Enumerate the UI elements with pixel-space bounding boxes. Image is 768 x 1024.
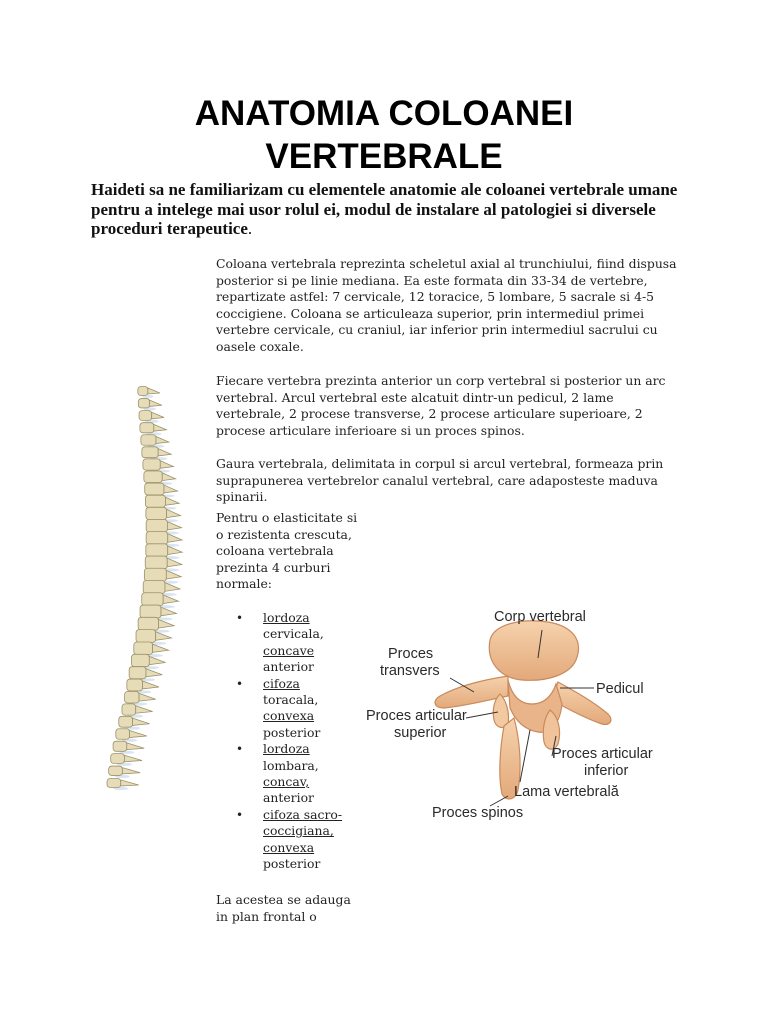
paragraph-frontal: La acestea se adauga in plan frontal o [216,892,351,924]
spinous-process [166,570,181,579]
spinous-process [162,473,175,481]
vertebra-body [142,593,163,606]
curve-name-link[interactable]: cifoza sacro-coccigiana, [263,806,343,839]
vertebra-body [116,729,130,740]
vertebra-body [145,483,164,495]
vertebra-diagram [362,600,672,830]
spinous-process [133,718,150,725]
label-proces-articular-superior-1: Proces articular [366,708,467,724]
spinous-process [158,619,174,628]
curve-name-link[interactable]: lordoza [263,610,310,625]
spinous-process [160,461,173,468]
vertebra-body [145,495,165,507]
intro-tail: . [247,219,253,238]
vertebra-body [146,519,167,532]
spinous-process [163,595,178,604]
label-pedicul: Pedicul [596,681,644,697]
curve-name-link[interactable]: lordoza [263,741,310,757]
spinous-process [167,522,181,530]
vertebra-body [142,447,158,458]
title-line-2: VERTEBRALE [265,137,503,176]
vertebra-body [131,654,149,666]
vertebra-body [140,605,161,618]
vertebra-body [134,642,153,655]
spinous-process [136,706,153,713]
paragraph-vertebra: Fiecare vertebra prezinta anterior un corp vertebral si posterior un arc vertebral. Arcul vertebral este alcatuit dintr-un pedicul, 2 lame vertebrale, 2 procese transverse, 2 procese articulare superioare, 2 procese articulare inferioare si un proces spinos. [216,373,666,438]
spinous-process [165,583,180,592]
spinous-process [139,693,156,701]
spinous-process [148,388,160,394]
curve-direction-link[interactable]: convexa [263,708,315,724]
curve-region: lombara, [263,757,319,773]
spinous-process [149,656,165,664]
spinous-process [121,780,139,786]
vertebra-body [109,766,123,775]
paragraph-curves-intro: Pentru o elasticitate si o rezistenta crescuta, coloana vertebrala prezinta 4 curburi normale: [216,510,358,592]
leader-line [520,730,530,782]
vertebra-body [138,617,158,630]
vertebral-body-shape [489,621,578,681]
bullet-icon: • [236,807,244,822]
vertebra-body [139,411,152,421]
curve-side: anterior [263,659,314,675]
vertebra-body [136,630,156,643]
vertebra-body [146,532,168,545]
curve-direction-link[interactable]: concav, [263,774,310,790]
spinous-process [165,497,179,505]
label-lama-vertebrala: Lama vertebrală [514,784,619,800]
vertebra-body [143,459,160,470]
page-title [60,92,708,178]
vertebra-body [119,716,133,727]
spinous-process [152,412,164,419]
vertebra-body [138,387,148,396]
spinous-process [122,768,140,774]
curve-direction-link[interactable]: concave [263,642,315,658]
spinous-process [164,485,178,493]
vertebra-body [111,754,125,764]
vertebra-body [144,471,162,483]
vertebra-body [144,568,166,581]
curve-region: toracala, [263,692,319,708]
curve-side: posterior [263,856,321,872]
bullet-icon: • [236,611,244,625]
curve-region: cervicala, [263,626,324,642]
label-proces-articular-superior-2: superior [394,725,447,741]
vertebra-body [146,544,168,557]
spinous-process [153,644,169,652]
spinous-process [158,449,171,456]
superior-articular-shape [493,694,508,727]
curves-list [236,610,356,873]
vertebra-body [145,556,167,569]
spinous-process [127,743,144,750]
paragraph-canal: Gaura vertebrala, delimitata in corpul si arcul vertebral, formeaza prin suprapunerea vertebrelor canalul vertebral, care adaposteste maduva spinarii. [216,456,664,505]
list-item [236,807,356,873]
vertebra-body [140,423,154,433]
label-proces-spinos: Proces spinos [432,805,524,821]
spine-illustration [104,383,214,795]
bullet-icon: • [236,742,244,757]
vertebra-body [107,779,121,788]
title-line-1: ANATOMIA COLOANEI [194,94,574,133]
spinous-process [168,546,182,555]
label-proces-articular-inferior-2: inferior [584,763,629,779]
vertebra-body [125,691,139,703]
list-item [236,741,356,807]
list-item [236,676,356,742]
curve-side: anterior [263,790,314,806]
list-item [236,610,356,676]
vertebra-body [113,741,127,751]
spinous-process [146,669,162,677]
label-proces-transvers-1: Proces [388,646,434,662]
intro-bold-text: Haideti sa ne familiarizam cu elementele anatomie ale coloanei vertebrale umane pentru a intelege mai usor rolul ei, modul de instalare al patologiei si diversele proceduri terapeutice [91,180,678,238]
paragraph-structure: Coloana vertebrala reprezinta scheletul axial al trunchiului, fiind dispusa posterior si pe linie mediana. Ea este formata din 33-34 de vertebre, repartizate astfel: 7 cervicale, 12 toracice, 5 lombare, 5 sacrale si 4-5 coccigiene. Coloana se articuleaza superior, prin intermediul primei vertebre cervicale, cu craniul, iar inferior prin intermediul sacrului cu oasele coxale. [216,256,677,354]
vertebra-body [129,667,146,679]
spinous-process [130,730,147,737]
spinous-process [150,400,162,406]
label-corp-vertebral: Corp vertebral [494,609,586,625]
spinous-process [124,755,142,762]
vertebra-body [122,704,136,715]
curve-direction-link[interactable]: convexa [263,839,315,855]
label-proces-transvers-2: transvers [380,663,440,679]
vertebra-body [141,435,156,446]
curve-side: posterior [263,724,321,740]
vertebrae-stack [107,387,182,791]
spinous-process [168,534,182,542]
vertebra-body [146,507,167,519]
label-proces-articular-inferior-1: Proces articular [552,746,653,762]
spinous-process [156,436,169,443]
spinous-process [167,558,182,567]
vertebra-body [138,399,149,408]
curve-name-link[interactable]: cifoza [263,675,300,691]
spinous-process [161,607,176,616]
vertebra-body [143,581,165,594]
intro-paragraph [91,180,691,239]
spinous-process [142,681,159,689]
vertebra-body [127,679,143,691]
spinous-process [167,509,181,517]
spinous-process [154,424,167,431]
spinous-process [156,632,172,640]
bullet-icon: • [236,676,244,691]
